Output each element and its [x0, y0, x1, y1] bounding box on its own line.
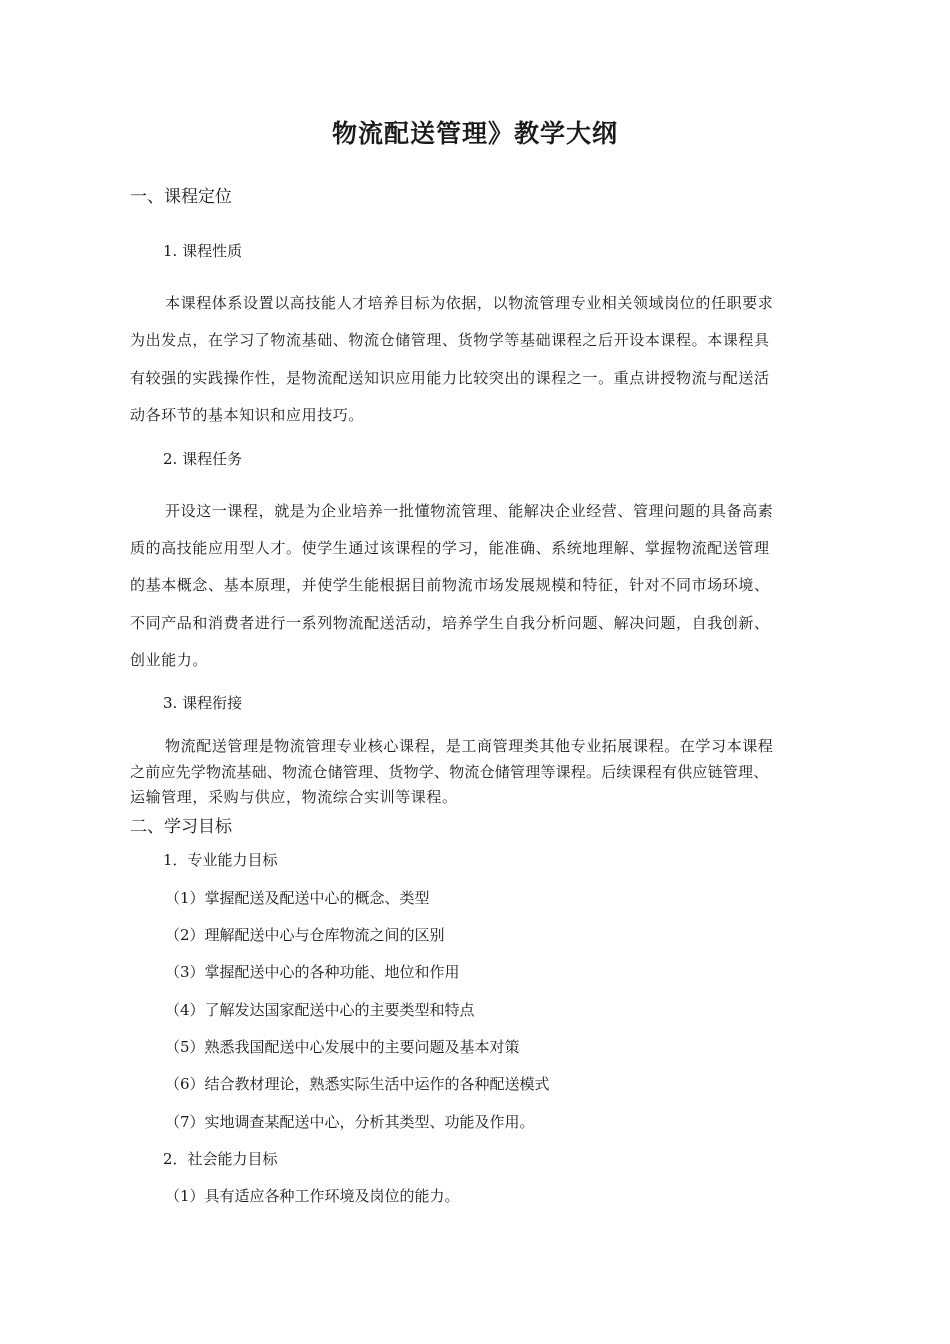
subheading-professional-goals: 1．专业能力目标: [163, 851, 278, 869]
paragraph-line: 开设这一课程，就是为企业培养一批懂物流管理、能解决企业经营、管理问题的具备高素: [165, 502, 774, 520]
section-heading-learning-goals: 二、学习目标: [130, 817, 232, 837]
paragraph-line: 创业能力。: [130, 651, 209, 669]
paragraph-line: 动各环节的基本知识和应用技巧。: [130, 406, 365, 424]
list-item: （1）具有适应各种工作环境及岗位的能力。: [165, 1187, 460, 1205]
subheading-course-nature: 1. 课程性质: [163, 242, 243, 260]
subheading-social-goals: 2．社会能力目标: [163, 1150, 278, 1168]
document-title: 物流配送管理》教学大纲: [331, 119, 618, 148]
paragraph-line: 有较强的实践操作性，是物流配送知识应用能力比较突出的课程之一。重点讲授物流与配送活: [130, 369, 770, 387]
list-item: （4）了解发达国家配送中心的主要类型和特点: [165, 1001, 475, 1019]
subheading-course-tasks: 2. 课程任务: [163, 450, 243, 468]
list-item: （7）实地调查某配送中心，分析其类型、功能及作用。: [165, 1113, 535, 1131]
section-heading-course-positioning: 一、课程定位: [130, 187, 232, 207]
paragraph-line: 本课程体系设置以高技能人才培养目标为依据，以物流管理专业相关领域岗位的任职要求: [165, 294, 774, 312]
paragraph-line: 不同产品和消费者进行一系列物流配送活动，培养学生自我分析问题、解决问题，自我创新、: [130, 614, 770, 632]
list-item: （2）理解配送中心与仓库物流之间的区别: [165, 926, 445, 944]
list-item: （1）掌握配送及配送中心的概念、类型: [165, 889, 430, 907]
list-item: （3）掌握配送中心的各种功能、地位和作用: [165, 963, 460, 981]
list-item: （6）结合教材理论，熟悉实际生活中运作的各种配送模式: [165, 1075, 550, 1093]
paragraph-line: 的基本概念、基本原理，并使学生能根据目前物流市场发展规模和特征，针对不同市场环境、: [130, 576, 770, 594]
paragraph-line: 之前应先学物流基础、物流仓储管理、货物学、物流仓储管理等课程。后续课程有供应链管理、: [130, 763, 769, 781]
paragraph-line: 物流配送管理是物流管理专业核心课程，是工商管理类其他专业拓展课程。在学习本课程: [165, 737, 774, 755]
paragraph-line: 为出发点，在学习了物流基础、物流仓储管理、货物学等基础课程之后开设本课程。本课程具: [130, 331, 770, 349]
subheading-course-connection: 3. 课程衔接: [163, 694, 243, 712]
paragraph-line: 质的高技能应用型人才。使学生通过该课程的学习，能准确、系统地理解、掌握物流配送管理: [130, 539, 770, 557]
paragraph-line: 运输管理，采购与供应，物流综合实训等课程。: [130, 788, 458, 806]
list-item: （5）熟悉我国配送中心发展中的主要问题及基本对策: [165, 1038, 520, 1056]
